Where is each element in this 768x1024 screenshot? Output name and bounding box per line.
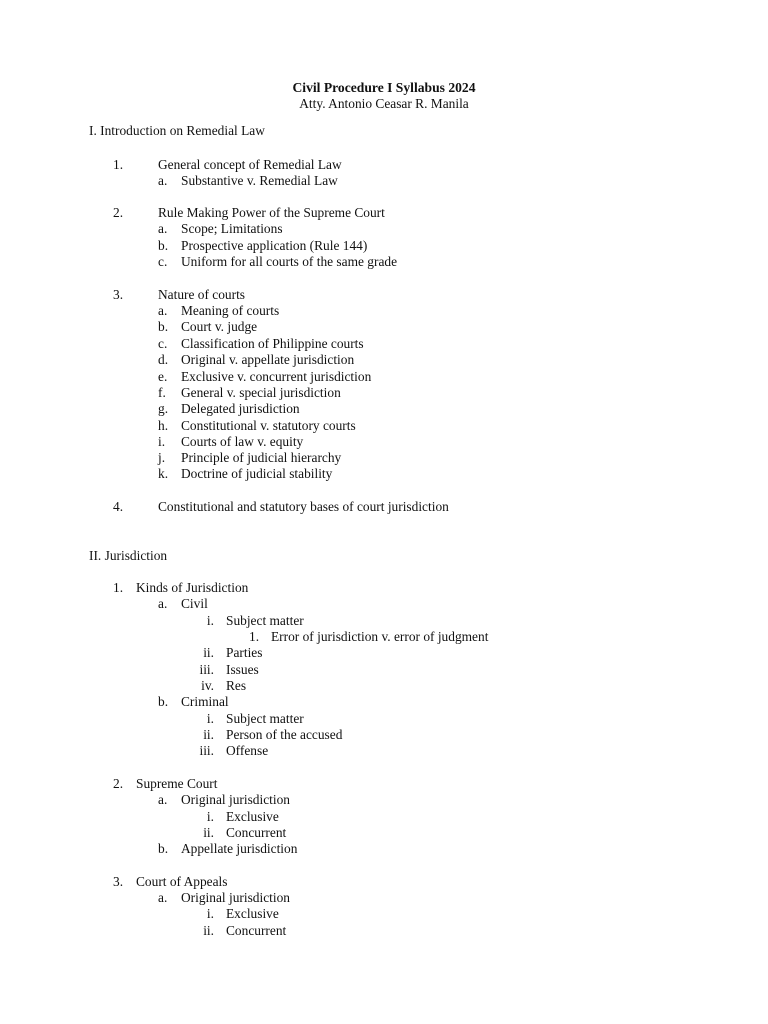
sub-item-letter: e. — [158, 369, 168, 384]
sub-item-text: Doctrine of judicial stability — [181, 466, 333, 481]
sub-item-text: Exclusive v. concurrent jurisdiction — [181, 369, 372, 384]
item-number: 1. — [113, 580, 124, 595]
section-heading: I. Introduction on Remedial Law — [89, 123, 265, 138]
sub-item-text: Classification of Philippine courts — [181, 336, 364, 351]
roman-item-text: Parties — [226, 645, 263, 660]
document-title: Civil Procedure I Syllabus 2024 — [292, 80, 476, 95]
roman-item-text: Offense — [226, 743, 269, 758]
sub-item-text: Meaning of courts — [181, 303, 280, 318]
sub-item-text: Original v. appellate jurisdiction — [181, 352, 355, 367]
sub-item-text: Criminal — [181, 694, 229, 709]
item-text: Court of Appeals — [136, 874, 228, 889]
section-heading: II. Jurisdiction — [89, 548, 168, 563]
sub-item-text: Original jurisdiction — [181, 890, 290, 905]
sub-item-letter: c. — [158, 254, 168, 269]
sub-item-text: Substantive v. Remedial Law — [181, 173, 338, 188]
sub-item-letter: a. — [158, 221, 168, 236]
roman-numeral: ii. — [203, 825, 214, 840]
sub-item-text: General v. special jurisdiction — [181, 385, 341, 400]
roman-numeral: i. — [206, 809, 214, 824]
roman-numeral: ii. — [203, 727, 214, 742]
sub-item-letter: a. — [158, 596, 168, 611]
item-number: 1. — [113, 157, 124, 172]
sub-item-letter: b. — [158, 319, 169, 334]
sub-item-letter: d. — [158, 352, 169, 367]
sub-item-text: Original jurisdiction — [181, 792, 290, 807]
item-number: 2. — [113, 776, 124, 791]
roman-numeral: i. — [206, 711, 214, 726]
roman-numeral: i. — [206, 906, 214, 921]
item-text: Rule Making Power of the Supreme Court — [158, 205, 385, 220]
sub-item-text: Principle of judicial hierarchy — [181, 450, 342, 465]
sub-item-text: Civil — [181, 596, 208, 611]
item-number: 4. — [113, 499, 124, 514]
document-author: Atty. Antonio Ceasar R. Manila — [299, 96, 469, 111]
item-text: Kinds of Jurisdiction — [136, 580, 249, 595]
roman-item-text: Subject matter — [226, 711, 304, 726]
sub-item-letter: i. — [158, 434, 166, 449]
sub-item-letter: a. — [158, 173, 168, 188]
item-text: Constitutional and statutory bases of court jurisdiction — [158, 499, 449, 514]
nested-item-number: 1. — [249, 629, 260, 644]
roman-item-text: Issues — [226, 662, 259, 677]
sub-item-letter: j. — [158, 450, 166, 465]
item-text: Supreme Court — [136, 776, 218, 791]
sub-item-text: Appellate jurisdiction — [181, 841, 298, 856]
sub-item-text: Constitutional v. statutory courts — [181, 418, 356, 433]
roman-numeral: i. — [206, 613, 214, 628]
roman-item-text: Res — [226, 678, 247, 693]
roman-item-text: Concurrent — [226, 825, 287, 840]
roman-item-text: Exclusive — [226, 809, 279, 824]
roman-item-text: Person of the accused — [226, 727, 343, 742]
nested-item-text: Error of jurisdiction v. error of judgment — [271, 629, 489, 644]
sub-item-text: Delegated jurisdiction — [181, 401, 300, 416]
sub-item-text: Scope; Limitations — [181, 221, 283, 236]
sub-item-letter: k. — [158, 466, 169, 481]
sub-item-letter: a. — [158, 890, 168, 905]
item-number: 3. — [113, 287, 124, 302]
sub-item-letter: a. — [158, 792, 168, 807]
item-text: Nature of courts — [158, 287, 246, 302]
roman-item-text: Subject matter — [226, 613, 304, 628]
roman-item-text: Concurrent — [226, 923, 287, 938]
item-text: General concept of Remedial Law — [158, 157, 342, 172]
roman-numeral: iii. — [199, 743, 214, 758]
sub-item-letter: f. — [158, 385, 166, 400]
sub-item-letter: h. — [158, 418, 169, 433]
sub-item-letter: c. — [158, 336, 168, 351]
sub-item-text: Uniform for all courts of the same grade — [181, 254, 398, 269]
sub-item-letter: b. — [158, 841, 169, 856]
sub-item-letter: b. — [158, 238, 169, 253]
sub-item-text: Courts of law v. equity — [181, 434, 304, 449]
sub-item-text: Prospective application (Rule 144) — [181, 238, 368, 253]
sub-item-letter: g. — [158, 401, 169, 416]
roman-numeral: iv. — [201, 678, 214, 693]
item-number: 2. — [113, 205, 124, 220]
sub-item-text: Court v. judge — [181, 319, 258, 334]
item-number: 3. — [113, 874, 124, 889]
sub-item-letter: b. — [158, 694, 169, 709]
roman-numeral: ii. — [203, 645, 214, 660]
sub-item-letter: a. — [158, 303, 168, 318]
roman-item-text: Exclusive — [226, 906, 279, 921]
roman-numeral: ii. — [203, 923, 214, 938]
roman-numeral: iii. — [199, 662, 214, 677]
